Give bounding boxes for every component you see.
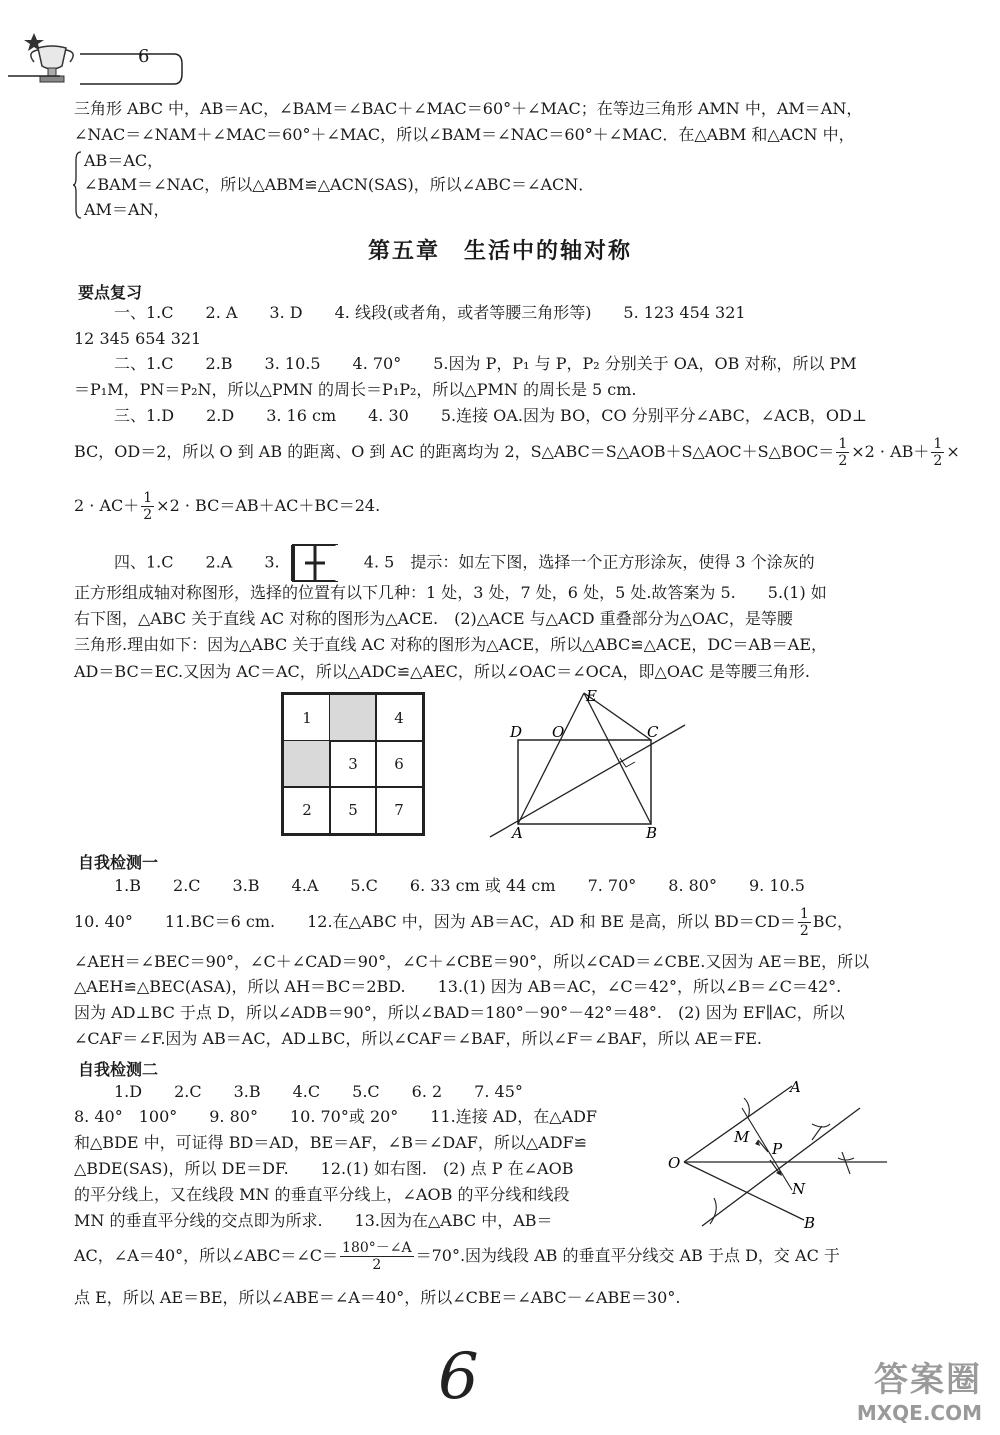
proof-line-1: 三角形 ABC 中，AB＝AC，∠BAM＝∠BAC＋∠MAC＝60°＋∠MAC；在等边三角形 AMN 中，AM＝AN， bbox=[74, 99, 863, 118]
grid-cell-shaded bbox=[329, 694, 377, 742]
rectangle-reflection-figure bbox=[480, 685, 700, 845]
fraction-numerator: 1 bbox=[799, 906, 809, 922]
review-s4-line4: 三角形.理由如下：因为△ABC 关于直线 AC 对称的图形为△ACE，所以△ABC≌△ACE，DC＝AB＝AE， bbox=[74, 635, 828, 654]
fraction-half bbox=[141, 490, 154, 523]
review-s4-line2: 正方形组成轴对称图形，选择的位置有以下几种：1 处，3 处，7 处，6 处，5 处.故答案为 5. 5.(1) 如 bbox=[74, 583, 827, 602]
handwritten-page-number: 6 bbox=[438, 1340, 479, 1414]
fraction-numerator: 1 bbox=[933, 436, 943, 452]
label-P: P bbox=[772, 1140, 783, 1158]
brace-line-1: AB＝AC， bbox=[84, 151, 164, 170]
review-s3-line3-a: 2 · AC＋ bbox=[74, 496, 140, 515]
label-O: O bbox=[668, 1154, 681, 1172]
watermark-logo-text: 答案圈 bbox=[874, 1360, 982, 1400]
label-M: M bbox=[734, 1128, 750, 1146]
header-line bbox=[0, 40, 200, 90]
fraction-denominator: 2 bbox=[143, 507, 153, 523]
review-s4-line5: AD＝BC＝EC.又因为 AC＝AC，所以△ADC≌△AEC，所以∠OAC＝∠OCA，即△OAC 是等腰三角形. bbox=[74, 662, 810, 681]
review-s4-line1-b: 4. 5 提示：如左下图，选择一个正方形涂灰，使得 3 个涂灰的 bbox=[363, 552, 815, 572]
review-heading: 要点复习 bbox=[78, 283, 143, 302]
self-test1-line2-a: 10. 40° 11.BC＝6 cm. 12.在△ABC 中，因为 AB＝AC，AD 和 BE 是高，所以 BD＝CD＝ bbox=[74, 912, 796, 931]
review-s2-line2: ＝P₁M，PN＝P₂N，所以△PMN 的周长＝P₁P₂，所以△PMN 的周长是 5 cm. bbox=[74, 380, 637, 399]
self-test2-heading: 自我检测二 bbox=[78, 1060, 159, 1079]
watermark bbox=[857, 1352, 982, 1425]
self-test2-line5: 的平分线上，又在线段 MN 的垂直平分线上，∠AOB 的平分线和线段 bbox=[74, 1185, 570, 1204]
grid-figure bbox=[281, 692, 425, 836]
brace-line-2: ∠BAM＝∠NAC，所以△ABM≌△ACN(SAS)，所以∠ABC＝∠ACN． bbox=[84, 175, 595, 194]
self-test2-line3: 和△BDE 中，可证得 BD＝AD，BE＝AF，∠B＝∠DAF，所以△ADF≌ bbox=[74, 1133, 588, 1152]
self-test2-line1: 1.D 2.C 3.B 4.C 5.C 6. 2 7. 45° bbox=[114, 1082, 523, 1101]
fraction-denominator: 2 bbox=[799, 923, 809, 939]
fraction-denominator: 2 bbox=[372, 1257, 382, 1273]
fraction-half bbox=[798, 906, 811, 939]
grid-cell: 1 bbox=[283, 694, 331, 742]
review-s3-line2-b: ×2 · AB＋ bbox=[851, 442, 930, 461]
label-N: N bbox=[792, 1180, 806, 1198]
review-s2-line1: 二、1.C 2.B 3. 10.5 4. 70° 5.因为 P，P₁ 与 P，P₂ 分别关于 OA，OB 对称，所以 PM bbox=[114, 354, 857, 373]
review-s4-line1-a: 四、1.C 2.A 3. bbox=[114, 552, 280, 572]
grid-cell: 2 bbox=[283, 786, 331, 834]
self-test2-line8: 点 E，所以 AE＝BE，所以∠ABE＝∠A＝40°，所以∠CBE＝∠ABC－∠ABE＝30°. bbox=[74, 1288, 681, 1307]
label-B: B bbox=[646, 824, 658, 842]
fraction-denominator: 2 bbox=[933, 453, 943, 469]
grid-cell: 3 bbox=[329, 740, 377, 788]
label-O: O bbox=[552, 723, 565, 741]
self-test2-line4: △BDE(SAS)，所以 DE＝DF. 12.(1) 如右图. (2) 点 P 在∠AOB bbox=[74, 1159, 574, 1178]
brace-line-3: AM＝AN， bbox=[84, 200, 170, 219]
label-A: A bbox=[512, 824, 523, 842]
grid-cell-shaded bbox=[283, 740, 331, 788]
grid-cell: 5 bbox=[329, 786, 377, 834]
self-test1-line6: ∠CAF＝∠F.因为 AB＝AC，AD⊥BC，所以∠CAF＝∠BAF，所以∠F＝∠BAF，所以 AE＝FE. bbox=[74, 1029, 762, 1048]
self-test1-line3: ∠AEH＝∠BEC＝90°，∠C＋∠CAD＝90°，∠C＋∠CBE＝90°，所以∠CAD＝∠CBE.又因为 AE＝BE，所以 bbox=[74, 952, 870, 971]
grid-cell: 7 bbox=[375, 786, 423, 834]
page-number: 6 bbox=[138, 46, 150, 67]
self-test1-line5: 因为 AD⊥BC 于点 D，所以∠ADB＝90°，所以∠BAD＝180°－90°－42°＝48°. (2) 因为 EF∥AC，所以 bbox=[74, 1003, 845, 1022]
review-s3-line2-a: BC，OD＝2，所以 O 到 AB 的距离、O 到 AC 的距离均为 2，S△ABC＝S△AOB＋S△AOC＋S△BOC＝ bbox=[74, 442, 835, 461]
review-s3-line1: 三、1.D 2.D 3. 16 cm 4. 30 5.连接 OA.因为 BO，CO 分别平分∠ABC，∠ACB，OD⊥ bbox=[114, 406, 867, 425]
self-test2-line7 bbox=[74, 1240, 914, 1273]
review-s3-line2-c: × bbox=[946, 442, 960, 461]
review-s3-line2 bbox=[74, 436, 960, 469]
chapter-title: 第五章 生活中的轴对称 bbox=[367, 239, 632, 264]
angle-bisector-figure bbox=[662, 1078, 902, 1238]
fraction-half bbox=[931, 436, 944, 469]
label-E: E bbox=[586, 687, 597, 705]
grid-cell: 4 bbox=[375, 694, 423, 742]
self-test1-heading: 自我检测一 bbox=[78, 853, 159, 872]
review-s3-line3 bbox=[74, 490, 914, 523]
review-s1-line1: 一、1.C 2. A 3. D 4. 线段(或者角，或者等腰三角形等) 5. 123 454 321 bbox=[114, 303, 746, 322]
label-D: D bbox=[510, 723, 523, 741]
self-test2-line7-b: ＝70°.因为线段 AB 的垂直平分线交 AB 于点 D，交 AC 于 bbox=[415, 1246, 840, 1265]
proof-line-2: ∠NAC＝∠NAM＋∠MAC＝60°＋∠MAC，所以∠BAM＝∠NAC＝60°＋∠MAC．在△ABM 和△ACN 中， bbox=[74, 125, 855, 144]
self-test2-line6: MN 的垂直平分线的交点即为所求. 13.因为在△ABC 中，AB＝ bbox=[74, 1211, 553, 1230]
fraction-numerator: 180°－∠A bbox=[342, 1240, 412, 1256]
fraction-angle bbox=[340, 1240, 414, 1273]
label-C: C bbox=[647, 723, 659, 741]
self-test1-line2-b: BC， bbox=[812, 912, 854, 931]
brace-icon bbox=[72, 150, 82, 220]
symmetric-figure-icon bbox=[291, 543, 339, 583]
watermark-url: MXQE.COM bbox=[856, 1401, 982, 1425]
label-A: A bbox=[790, 1078, 801, 1096]
review-s4-line3: 右下图，△ABC 关于直线 AC 对称的图形为△ACE. (2)△ACE 与△ACD 重叠部分为△OAC，是等腰 bbox=[74, 609, 793, 628]
label-B: B bbox=[804, 1214, 816, 1232]
grid-cell: 6 bbox=[375, 740, 423, 788]
self-test1-line4: △AEH≌△BEC(ASA)，所以 AH＝BC＝2BD. 13.(1) 因为 AB＝AC，∠C＝42°，所以∠B＝∠C＝42°. bbox=[74, 977, 842, 996]
fraction-denominator: 2 bbox=[838, 453, 848, 469]
fraction-half bbox=[836, 436, 849, 469]
fraction-numerator: 1 bbox=[838, 436, 848, 452]
page-header bbox=[0, 30, 200, 90]
review-s1-line2: 12 345 654 321 bbox=[74, 329, 202, 348]
fraction-numerator: 1 bbox=[143, 490, 153, 506]
review-s3-line3-b: ×2 · BC＝AB＋AC＋BC＝24. bbox=[156, 496, 381, 515]
self-test1-line2 bbox=[74, 906, 914, 939]
self-test2-line7-a: AC，∠A＝40°，所以∠ABC＝∠C＝ bbox=[74, 1246, 339, 1265]
self-test2-line2: 8. 40° 100° 9. 80° 10. 70°或 20° 11.连接 AD，在△ADF bbox=[74, 1107, 598, 1126]
review-s4-line1 bbox=[114, 543, 954, 583]
self-test1-line1: 1.B 2.C 3.B 4.A 5.C 6. 33 cm 或 44 cm 7. 70° 8. 80° 9. 10.5 bbox=[114, 876, 805, 895]
